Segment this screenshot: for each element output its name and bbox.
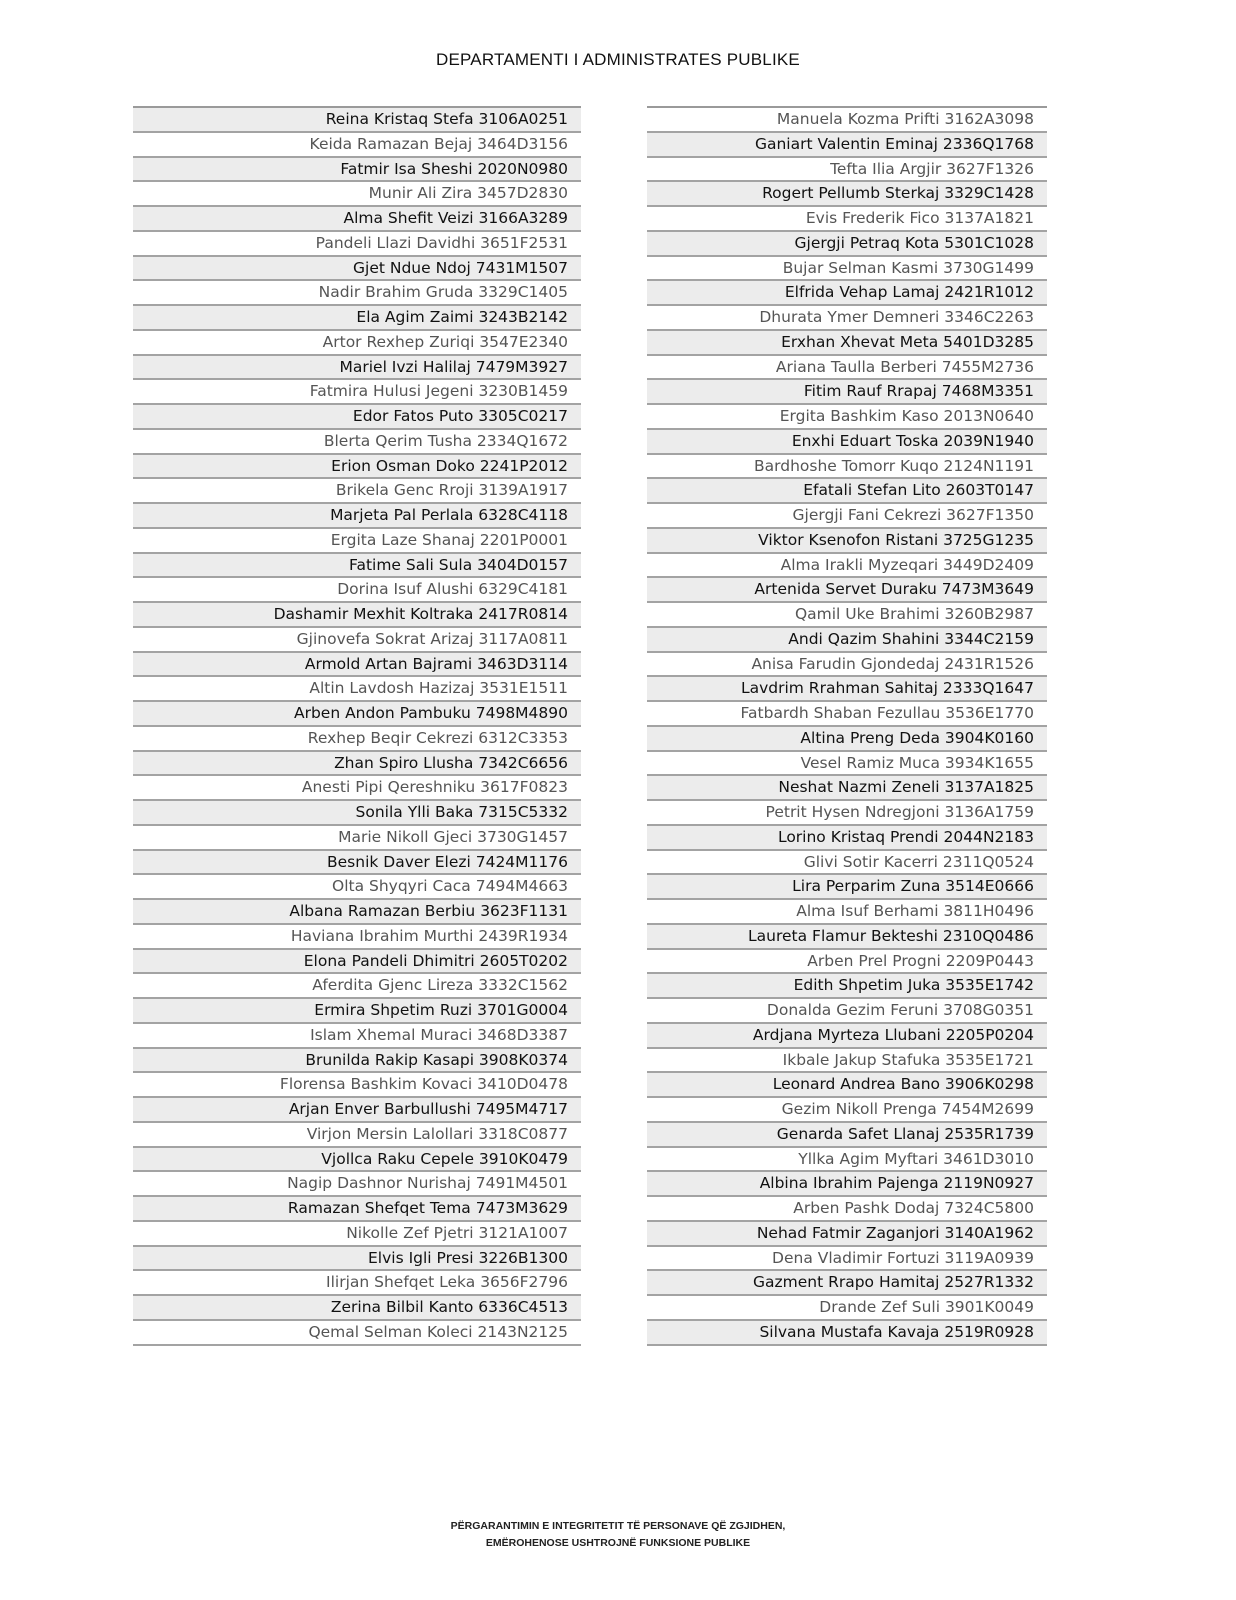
list-item: Rexhep Beqir Cekrezi 6312C3353 (133, 727, 581, 752)
list-item: Ardjana Myrteza Llubani 2205P0204 (647, 1024, 1047, 1049)
list-item: Manuela Kozma Prifti 3162A3098 (647, 108, 1047, 133)
list-item: Dhurata Ymer Demneri 3346C2263 (647, 306, 1047, 331)
list-item: Armold Artan Bajrami 3463D3114 (133, 653, 581, 678)
list-item: Mariel Ivzi Halilaj 7479M3927 (133, 356, 581, 381)
list-item: Gjet Ndue Ndoj 7431M1507 (133, 257, 581, 282)
list-item: Keida Ramazan Bejaj 3464D3156 (133, 133, 581, 158)
list-item: Brunilda Rakip Kasapi 3908K0374 (133, 1049, 581, 1074)
list-item: Ariana Taulla Berberi 7455M2736 (647, 356, 1047, 381)
list-item: Alma Isuf Berhami 3811H0496 (647, 900, 1047, 925)
list-item: Nikolle Zef Pjetri 3121A1007 (133, 1222, 581, 1247)
list-item: Elona Pandeli Dhimitri 2605T0202 (133, 950, 581, 975)
list-item: Rogert Pellumb Sterkaj 3329C1428 (647, 182, 1047, 207)
list-item: Fatmira Hulusi Jegeni 3230B1459 (133, 380, 581, 405)
list-item: Ganiart Valentin Eminaj 2336Q1768 (647, 133, 1047, 158)
list-item: Fatime Sali Sula 3404D0157 (133, 554, 581, 579)
list-item: Arben Pashk Dodaj 7324C5800 (647, 1197, 1047, 1222)
list-item: Ela Agim Zaimi 3243B2142 (133, 306, 581, 331)
list-item: Lorino Kristaq Prendi 2044N2183 (647, 826, 1047, 851)
list-item: Fatmir Isa Sheshi 2020N0980 (133, 158, 581, 183)
list-item: Artenida Servet Duraku 7473M3649 (647, 578, 1047, 603)
list-item: Efatali Stefan Lito 2603T0147 (647, 479, 1047, 504)
list-item: Florensa Bashkim Kovaci 3410D0478 (133, 1073, 581, 1098)
list-item: Lira Perparim Zuna 3514E0666 (647, 875, 1047, 900)
list-item: Anisa Farudin Gjondedaj 2431R1526 (647, 653, 1047, 678)
list-item: Ilirjan Shefqet Leka 3656F2796 (133, 1271, 581, 1296)
list-item: Anesti Pipi Qereshniku 3617F0823 (133, 776, 581, 801)
list-item: Ramazan Shefqet Tema 7473M3629 (133, 1197, 581, 1222)
list-item: Altina Preng Deda 3904K0160 (647, 727, 1047, 752)
list-item: Olta Shyqyri Caca 7494M4663 (133, 875, 581, 900)
list-item: Munir Ali Zira 3457D2830 (133, 182, 581, 207)
list-item: Alma Irakli Myzeqari 3449D2409 (647, 554, 1047, 579)
list-item: Lavdrim Rrahman Sahitaj 2333Q1647 (647, 677, 1047, 702)
list-item: Yllka Agim Myftari 3461D3010 (647, 1148, 1047, 1173)
list-item: Tefta Ilia Argjir 3627F1326 (647, 158, 1047, 183)
list-item: Blerta Qerim Tusha 2334Q1672 (133, 430, 581, 455)
list-item: Zhan Spiro Llusha 7342C6656 (133, 752, 581, 777)
list-item: Fitim Rauf Rrapaj 7468M3351 (647, 380, 1047, 405)
list-item: Arben Andon Pambuku 7498M4890 (133, 702, 581, 727)
list-item: Reina Kristaq Stefa 3106A0251 (133, 108, 581, 133)
list-item: Marjeta Pal Perlala 6328C4118 (133, 504, 581, 529)
list-item: Arben Prel Progni 2209P0443 (647, 950, 1047, 975)
list-item: Fatbardh Shaban Fezullau 3536E1770 (647, 702, 1047, 727)
list-item: Elfrida Vehap Lamaj 2421R1012 (647, 281, 1047, 306)
list-item: Enxhi Eduart Toska 2039N1940 (647, 430, 1047, 455)
page-title: DEPARTAMENTI I ADMINISTRATES PUBLIKE (436, 50, 800, 69)
left-name-list (133, 106, 581, 1346)
list-item: Andi Qazim Shahini 3344C2159 (647, 628, 1047, 653)
right-name-list (647, 106, 1047, 1346)
list-item: Haviana Ibrahim Murthi 2439R1934 (133, 925, 581, 950)
list-item: Bardhoshe Tomorr Kuqo 2124N1191 (647, 455, 1047, 480)
list-item: Ikbale Jakup Stafuka 3535E1721 (647, 1049, 1047, 1074)
list-item: Islam Xhemal Muraci 3468D3387 (133, 1024, 581, 1049)
list-item: Glivi Sotir Kacerri 2311Q0524 (647, 851, 1047, 876)
list-item: Altin Lavdosh Hazizaj 3531E1511 (133, 677, 581, 702)
list-item: Viktor Ksenofon Ristani 3725G1235 (647, 529, 1047, 554)
list-item: Brikela Genc Rroji 3139A1917 (133, 479, 581, 504)
list-item: Gjinovefa Sokrat Arizaj 3117A0811 (133, 628, 581, 653)
footer-line-1: PËRGARANTIMIN E INTEGRITETIT TË PERSONAVE QË ZGJIDHEN, (450, 1520, 786, 1532)
list-item: Marie Nikoll Gjeci 3730G1457 (133, 826, 581, 851)
list-item: Gezim Nikoll Prenga 7454M2699 (647, 1098, 1047, 1123)
list-item: Elvis Igli Presi 3226B1300 (133, 1247, 581, 1272)
list-item: Erxhan Xhevat Meta 5401D3285 (647, 331, 1047, 356)
list-item: Neshat Nazmi Zeneli 3137A1825 (647, 776, 1047, 801)
list-item: Qemal Selman Koleci 2143N2125 (133, 1321, 581, 1346)
list-item: Silvana Mustafa Kavaja 2519R0928 (647, 1321, 1047, 1346)
list-item: Arjan Enver Barbullushi 7495M4717 (133, 1098, 581, 1123)
list-item: Nehad Fatmir Zaganjori 3140A1962 (647, 1222, 1047, 1247)
list-item: Albina Ibrahim Pajenga 2119N0927 (647, 1172, 1047, 1197)
list-item: Pandeli Llazi Davidhi 3651F2531 (133, 232, 581, 257)
list-item: Drande Zef Suli 3901K0049 (647, 1296, 1047, 1321)
list-item: Qamil Uke Brahimi 3260B2987 (647, 603, 1047, 628)
list-item: Edor Fatos Puto 3305C0217 (133, 405, 581, 430)
list-item: Dorina Isuf Alushi 6329C4181 (133, 578, 581, 603)
list-item: Zerina Bilbil Kanto 6336C4513 (133, 1296, 581, 1321)
list-item: Ermira Shpetim Ruzi 3701G0004 (133, 999, 581, 1024)
list-item: Ergita Laze Shanaj 2201P0001 (133, 529, 581, 554)
list-item: Artor Rexhep Zuriqi 3547E2340 (133, 331, 581, 356)
list-item: Alma Shefit Veizi 3166A3289 (133, 207, 581, 232)
list-item: Virjon Mersin Lalollari 3318C0877 (133, 1123, 581, 1148)
list-item: Petrit Hysen Ndregjoni 3136A1759 (647, 801, 1047, 826)
list-item: Genarda Safet Llanaj 2535R1739 (647, 1123, 1047, 1148)
list-item: Leonard Andrea Bano 3906K0298 (647, 1073, 1047, 1098)
list-item: Donalda Gezim Feruni 3708G0351 (647, 999, 1047, 1024)
list-item: Evis Frederik Fico 3137A1821 (647, 207, 1047, 232)
list-item: Sonila Ylli Baka 7315C5332 (133, 801, 581, 826)
list-item: Erion Osman Doko 2241P2012 (133, 455, 581, 480)
list-item: Besnik Daver Elezi 7424M1176 (133, 851, 581, 876)
list-item: Dena Vladimir Fortuzi 3119A0939 (647, 1247, 1047, 1272)
list-item: Albana Ramazan Berbiu 3623F1131 (133, 900, 581, 925)
list-item: Gjergji Petraq Kota 5301C1028 (647, 232, 1047, 257)
list-item: Edith Shpetim Juka 3535E1742 (647, 974, 1047, 999)
list-item: Nagip Dashnor Nurishaj 7491M4501 (133, 1172, 581, 1197)
list-item: Bujar Selman Kasmi 3730G1499 (647, 257, 1047, 282)
list-item: Aferdita Gjenc Lireza 3332C1562 (133, 974, 581, 999)
list-item: Gazment Rrapo Hamitaj 2527R1332 (647, 1271, 1047, 1296)
footer (0, 1518, 1236, 1552)
footer-line-2: EMËROHENOSE USHTROJNË FUNKSIONE PUBLIKE (485, 1537, 751, 1549)
list-item: Vjollca Raku Cepele 3910K0479 (133, 1148, 581, 1173)
list-item: Gjergji Fani Cekrezi 3627F1350 (647, 504, 1047, 529)
list-item: Laureta Flamur Bekteshi 2310Q0486 (647, 925, 1047, 950)
list-item: Dashamir Mexhit Koltraka 2417R0814 (133, 603, 581, 628)
list-item: Vesel Ramiz Muca 3934K1655 (647, 752, 1047, 777)
list-item: Nadir Brahim Gruda 3329C1405 (133, 281, 581, 306)
list-item: Ergita Bashkim Kaso 2013N0640 (647, 405, 1047, 430)
